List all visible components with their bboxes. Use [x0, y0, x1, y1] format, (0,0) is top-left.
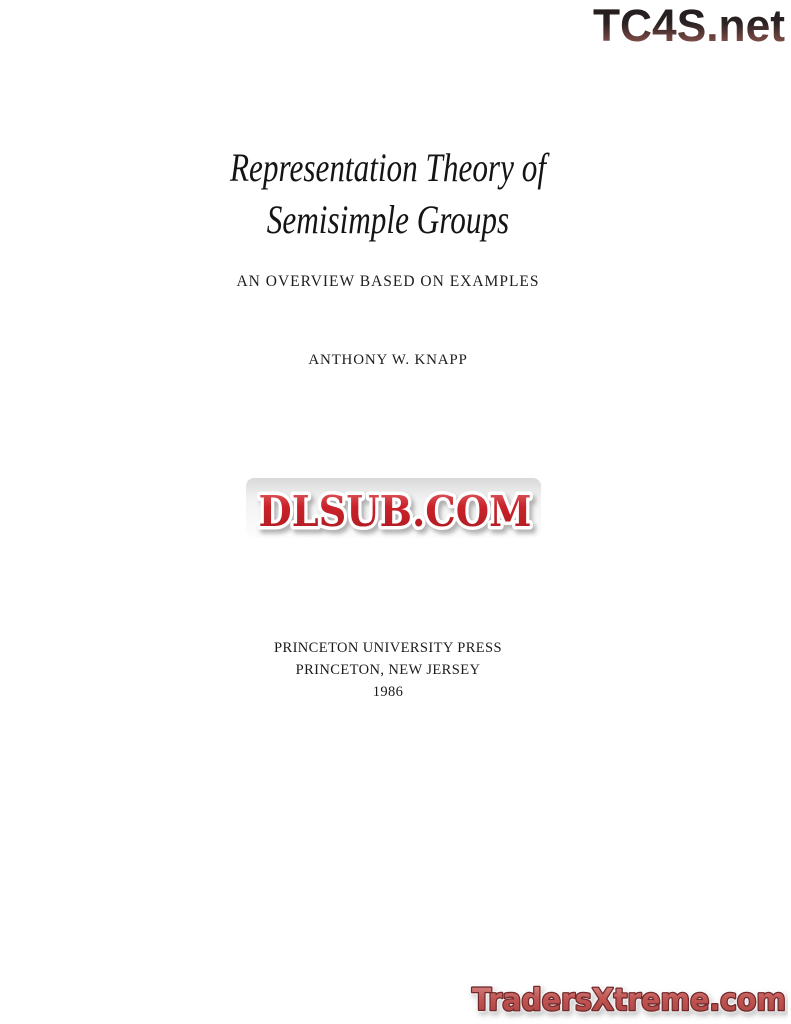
publisher-name: PRINCETON UNIVERSITY PRESS: [274, 640, 502, 656]
tradersxtreme-watermark-text: TradersXtreme.com: [472, 983, 786, 1018]
publication-year: 1986: [372, 684, 404, 700]
publisher-location: PRINCETON, NEW JERSEY: [295, 662, 481, 678]
imprint-block: [0, 637, 776, 703]
book-author: ANTHONY W. KNAPP: [308, 352, 468, 368]
book-title: [0, 142, 776, 246]
book-title-line1: Representation Theory of: [230, 145, 546, 190]
book-subtitle: AN OVERVIEW BASED ON EXAMPLES: [236, 273, 540, 290]
tc4s-watermark: [589, 1, 789, 49]
dlsub-watermark-text: DLSUB.COM: [258, 487, 532, 536]
tradersxtreme-watermark: [458, 977, 788, 1023]
dlsub-watermark: [236, 470, 556, 550]
tc4s-watermark-text: TC4S.net: [593, 1, 786, 49]
book-title-line2: Semisimple Groups: [266, 197, 510, 242]
